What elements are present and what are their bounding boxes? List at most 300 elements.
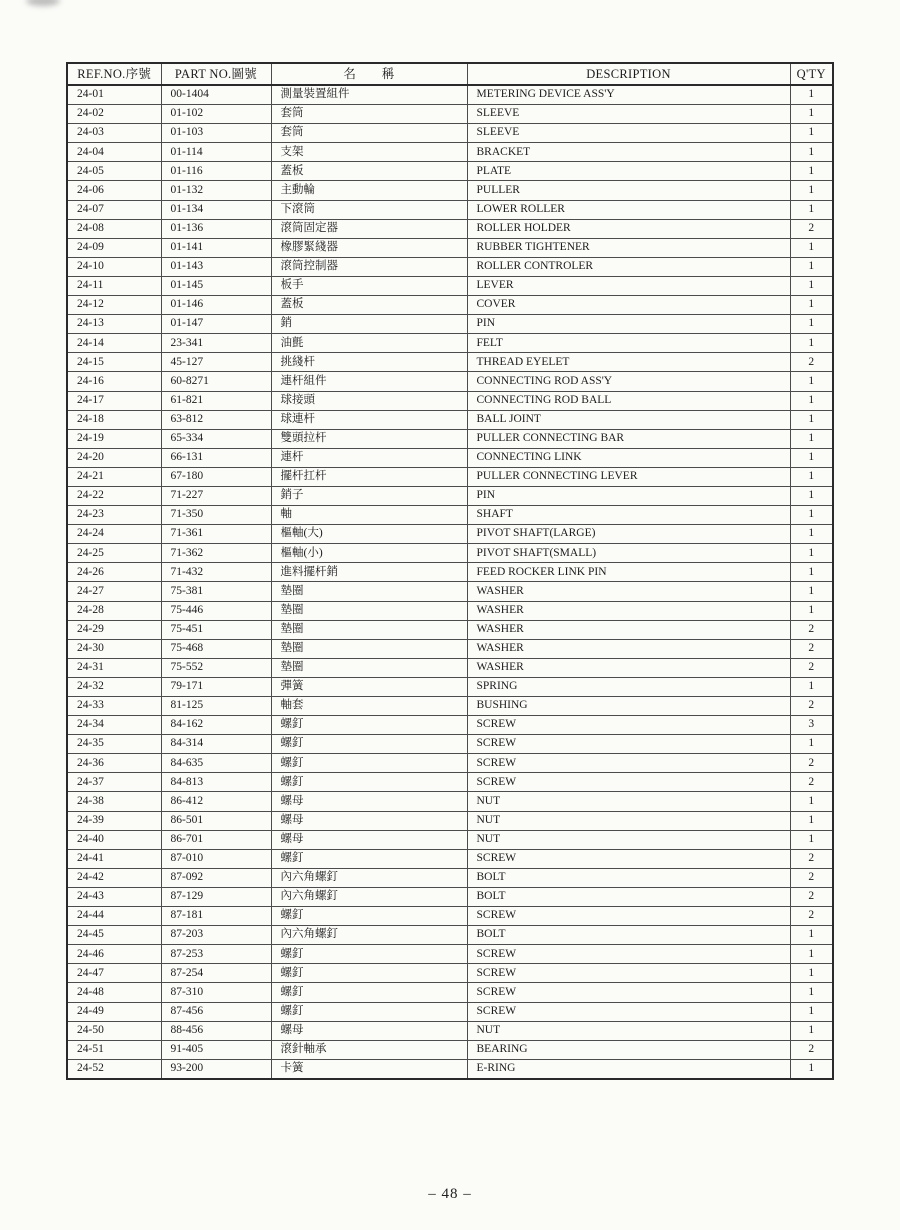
cell-part-no: 60-8271 [161,372,271,391]
cell-name: 墊圈 [271,582,467,601]
cell-description: SPRING [467,677,790,696]
cell-qty: 1 [790,105,833,124]
cell-qty: 1 [790,162,833,181]
cell-ref-no: 24-30 [67,639,161,658]
cell-ref-no: 24-36 [67,754,161,773]
cell-qty: 2 [790,697,833,716]
cell-part-no: 87-181 [161,907,271,926]
cell-qty: 1 [790,544,833,563]
cell-name: 連杆組件 [271,372,467,391]
cell-ref-no: 24-16 [67,372,161,391]
table-row [67,525,833,544]
cell-name: 墊圈 [271,620,467,639]
cell-ref-no: 24-22 [67,486,161,505]
cell-qty: 1 [790,391,833,410]
cell-part-no: 86-701 [161,830,271,849]
col-header-ref-no: REF.NO.序號 [67,63,161,85]
cell-ref-no: 24-02 [67,105,161,124]
cell-qty: 1 [790,315,833,334]
cell-ref-no: 24-11 [67,276,161,295]
cell-description: WASHER [467,601,790,620]
cell-name: 進料擺杆銷 [271,563,467,582]
cell-ref-no: 24-23 [67,506,161,525]
cell-ref-no: 24-29 [67,620,161,639]
cell-part-no: 71-350 [161,506,271,525]
cell-ref-no: 24-15 [67,353,161,372]
cell-part-no: 87-092 [161,868,271,887]
cell-name: 橡膠緊綫器 [271,238,467,257]
cell-ref-no: 24-32 [67,677,161,696]
cell-ref-no: 24-05 [67,162,161,181]
table-row [67,792,833,811]
cell-description: PULLER CONNECTING LEVER [467,467,790,486]
cell-description: NUT [467,811,790,830]
cell-name: 墊圈 [271,639,467,658]
table-row [67,773,833,792]
cell-ref-no: 24-13 [67,315,161,334]
cell-part-no: 01-134 [161,200,271,219]
cell-name: 螺釘 [271,907,467,926]
cell-ref-no: 24-43 [67,887,161,906]
cell-ref-no: 24-17 [67,391,161,410]
table-row [67,200,833,219]
cell-part-no: 01-132 [161,181,271,200]
table-row [67,410,833,429]
cell-qty: 1 [790,276,833,295]
cell-qty: 1 [790,410,833,429]
cell-description: BOLT [467,868,790,887]
cell-qty: 2 [790,639,833,658]
cell-qty: 1 [790,429,833,448]
cell-ref-no: 24-14 [67,334,161,353]
cell-part-no: 63-812 [161,410,271,429]
cell-ref-no: 24-33 [67,697,161,716]
cell-ref-no: 24-39 [67,811,161,830]
col-header-description: DESCRIPTION [467,63,790,85]
cell-qty: 1 [790,677,833,696]
cell-part-no: 75-552 [161,658,271,677]
cell-ref-no: 24-45 [67,926,161,945]
cell-qty: 2 [790,887,833,906]
table-row [67,296,833,315]
cell-name: 滾針軸承 [271,1040,467,1059]
cell-part-no: 84-813 [161,773,271,792]
cell-name: 內六角螺釘 [271,868,467,887]
cell-part-no: 75-468 [161,639,271,658]
cell-description: BALL JOINT [467,410,790,429]
cell-ref-no: 24-48 [67,983,161,1002]
cell-ref-no: 24-51 [67,1040,161,1059]
cell-ref-no: 24-20 [67,448,161,467]
table-row [67,353,833,372]
cell-qty: 1 [790,1059,833,1079]
table-row [67,697,833,716]
table-row [67,945,833,964]
cell-name: 板手 [271,276,467,295]
cell-part-no: 81-125 [161,697,271,716]
table-row [67,735,833,754]
cell-description: PULLER [467,181,790,200]
cell-qty: 1 [790,124,833,143]
cell-part-no: 84-314 [161,735,271,754]
table-row [67,1059,833,1079]
cell-description: SCREW [467,945,790,964]
table-row [67,544,833,563]
cell-qty: 1 [790,926,833,945]
cell-ref-no: 24-27 [67,582,161,601]
cell-description: BEARING [467,1040,790,1059]
cell-name: 螺釘 [271,773,467,792]
cell-ref-no: 24-52 [67,1059,161,1079]
cell-part-no: 71-362 [161,544,271,563]
table-row [67,429,833,448]
cell-description: LOWER ROLLER [467,200,790,219]
cell-name: 彈簧 [271,677,467,696]
table-row [67,639,833,658]
cell-part-no: 71-432 [161,563,271,582]
table-row [67,620,833,639]
cell-name: 內六角螺釘 [271,887,467,906]
cell-name: 螺母 [271,792,467,811]
cell-ref-no: 24-09 [67,238,161,257]
cell-qty: 1 [790,582,833,601]
cell-name: 內六角螺釘 [271,926,467,945]
table-row [67,926,833,945]
cell-description: SCREW [467,716,790,735]
cell-name: 球連杆 [271,410,467,429]
cell-description: CONNECTING ROD ASS'Y [467,372,790,391]
cell-name: 卡簧 [271,1059,467,1079]
cell-description: THREAD EYELET [467,353,790,372]
cell-part-no: 87-010 [161,849,271,868]
cell-qty: 1 [790,467,833,486]
table-row [67,181,833,200]
cell-qty: 2 [790,658,833,677]
cell-qty: 1 [790,945,833,964]
cell-ref-no: 24-34 [67,716,161,735]
cell-part-no: 91-405 [161,1040,271,1059]
cell-part-no: 87-254 [161,964,271,983]
cell-description: BUSHING [467,697,790,716]
cell-ref-no: 24-04 [67,143,161,162]
cell-part-no: 93-200 [161,1059,271,1079]
cell-part-no: 87-203 [161,926,271,945]
table-row [67,907,833,926]
table-row [67,830,833,849]
cell-name: 球接頭 [271,391,467,410]
cell-qty: 1 [790,334,833,353]
cell-ref-no: 24-50 [67,1021,161,1040]
cell-description: SCREW [467,907,790,926]
cell-name: 墊圈 [271,601,467,620]
cell-ref-no: 24-01 [67,85,161,105]
cell-name: 雙頭拉杆 [271,429,467,448]
cell-qty: 1 [790,257,833,276]
cell-qty: 1 [790,181,833,200]
cell-part-no: 75-381 [161,582,271,601]
cell-ref-no: 24-12 [67,296,161,315]
table-row [67,868,833,887]
cell-part-no: 01-103 [161,124,271,143]
cell-part-no: 87-253 [161,945,271,964]
table-row [67,105,833,124]
cell-part-no: 86-501 [161,811,271,830]
cell-name: 銷子 [271,486,467,505]
cell-qty: 1 [790,200,833,219]
cell-name: 下滾筒 [271,200,467,219]
cell-ref-no: 24-08 [67,219,161,238]
page-number: – 48 – [428,1186,472,1202]
cell-part-no: 87-310 [161,983,271,1002]
cell-part-no: 87-129 [161,887,271,906]
cell-description: ROLLER CONTROLER [467,257,790,276]
table-row [67,811,833,830]
table-row [67,238,833,257]
cell-name: 滾筒固定器 [271,219,467,238]
cell-qty: 1 [790,372,833,391]
table-header-row [67,63,833,85]
cell-qty: 1 [790,811,833,830]
table-row [67,467,833,486]
cell-qty: 2 [790,1040,833,1059]
cell-part-no: 87-456 [161,1002,271,1021]
cell-ref-no: 24-24 [67,525,161,544]
cell-name: 螺母 [271,830,467,849]
cell-name: 螺母 [271,811,467,830]
cell-name: 蓋板 [271,296,467,315]
cell-description: SCREW [467,735,790,754]
cell-part-no: 23-341 [161,334,271,353]
cell-part-no: 65-334 [161,429,271,448]
cell-qty: 1 [790,448,833,467]
cell-ref-no: 24-21 [67,467,161,486]
table-row [67,582,833,601]
cell-qty: 1 [790,486,833,505]
cell-qty: 1 [790,85,833,105]
cell-description: SHAFT [467,506,790,525]
table-row [67,964,833,983]
cell-description: METERING DEVICE ASS'Y [467,85,790,105]
cell-part-no: 01-141 [161,238,271,257]
col-header-qty: Q'TY [790,63,833,85]
cell-qty: 1 [790,563,833,582]
cell-part-no: 45-127 [161,353,271,372]
cell-ref-no: 24-40 [67,830,161,849]
cell-name: 套筒 [271,105,467,124]
cell-qty: 2 [790,219,833,238]
table-row [67,601,833,620]
cell-description: NUT [467,830,790,849]
cell-name: 螺釘 [271,735,467,754]
cell-qty: 1 [790,506,833,525]
cell-ref-no: 24-46 [67,945,161,964]
cell-description: SLEEVE [467,124,790,143]
table-row [67,257,833,276]
cell-description: CONNECTING ROD BALL [467,391,790,410]
cell-description: SCREW [467,773,790,792]
cell-description: CONNECTING LINK [467,448,790,467]
cell-name: 油氈 [271,334,467,353]
cell-ref-no: 24-07 [67,200,161,219]
parts-table-body [67,85,833,1079]
table-row [67,677,833,696]
cell-qty: 1 [790,964,833,983]
cell-name: 連杆 [271,448,467,467]
cell-ref-no: 24-47 [67,964,161,983]
table-row [67,124,833,143]
cell-description: FEED ROCKER LINK PIN [467,563,790,582]
cell-name: 樞軸(大) [271,525,467,544]
cell-name: 樞軸(小) [271,544,467,563]
cell-qty: 1 [790,1002,833,1021]
table-row [67,315,833,334]
cell-description: LEVER [467,276,790,295]
table-row [67,1040,833,1059]
cell-part-no: 75-451 [161,620,271,639]
cell-name: 擺杆扛杆 [271,467,467,486]
table-row [67,143,833,162]
cell-part-no: 01-145 [161,276,271,295]
cell-part-no: 01-102 [161,105,271,124]
cell-description: PIVOT SHAFT(LARGE) [467,525,790,544]
table-row [67,448,833,467]
cell-description: SCREW [467,849,790,868]
cell-name: 蓋板 [271,162,467,181]
cell-qty: 2 [790,849,833,868]
table-row [67,1002,833,1021]
cell-name: 測量裝置組件 [271,85,467,105]
cell-part-no: 01-146 [161,296,271,315]
scan-artifact [26,0,60,6]
table-row [67,506,833,525]
cell-ref-no: 24-18 [67,410,161,429]
table-row [67,716,833,735]
cell-part-no: 66-131 [161,448,271,467]
cell-part-no: 71-227 [161,486,271,505]
cell-description: E-RING [467,1059,790,1079]
cell-ref-no: 24-28 [67,601,161,620]
cell-description: SCREW [467,964,790,983]
cell-description: PIN [467,486,790,505]
table-row [67,486,833,505]
cell-name: 支架 [271,143,467,162]
table-row [67,219,833,238]
table-row [67,162,833,181]
cell-ref-no: 24-35 [67,735,161,754]
cell-qty: 2 [790,754,833,773]
cell-qty: 1 [790,601,833,620]
cell-name: 軸 [271,506,467,525]
cell-ref-no: 24-03 [67,124,161,143]
cell-ref-no: 24-25 [67,544,161,563]
cell-qty: 2 [790,907,833,926]
cell-description: WASHER [467,639,790,658]
cell-ref-no: 24-42 [67,868,161,887]
cell-ref-no: 24-19 [67,429,161,448]
cell-part-no: 86-412 [161,792,271,811]
cell-description: WASHER [467,658,790,677]
cell-description: PIVOT SHAFT(SMALL) [467,544,790,563]
cell-name: 墊圈 [271,658,467,677]
cell-description: PULLER CONNECTING BAR [467,429,790,448]
cell-qty: 2 [790,868,833,887]
col-header-part-no: PART NO.圖號 [161,63,271,85]
cell-part-no: 01-136 [161,219,271,238]
cell-description: WASHER [467,582,790,601]
cell-qty: 1 [790,983,833,1002]
cell-name: 螺母 [271,1021,467,1040]
cell-description: BRACKET [467,143,790,162]
cell-qty: 2 [790,773,833,792]
cell-part-no: 01-116 [161,162,271,181]
cell-part-no: 01-143 [161,257,271,276]
cell-part-no: 00-1404 [161,85,271,105]
cell-qty: 1 [790,525,833,544]
cell-ref-no: 24-10 [67,257,161,276]
cell-qty: 1 [790,792,833,811]
cell-description: WASHER [467,620,790,639]
table-row [67,887,833,906]
cell-description: SCREW [467,983,790,1002]
cell-qty: 3 [790,716,833,735]
cell-name: 銷 [271,315,467,334]
cell-part-no: 88-456 [161,1021,271,1040]
cell-qty: 1 [790,735,833,754]
cell-part-no: 71-361 [161,525,271,544]
table-row [67,334,833,353]
cell-description: FELT [467,334,790,353]
cell-part-no: 75-446 [161,601,271,620]
cell-name: 螺釘 [271,983,467,1002]
cell-name: 螺釘 [271,716,467,735]
cell-ref-no: 24-49 [67,1002,161,1021]
cell-qty: 2 [790,620,833,639]
cell-name: 滾筒控制器 [271,257,467,276]
cell-description: SCREW [467,754,790,773]
table-row [67,276,833,295]
cell-qty: 1 [790,830,833,849]
cell-name: 螺釘 [271,754,467,773]
cell-ref-no: 24-38 [67,792,161,811]
cell-ref-no: 24-06 [67,181,161,200]
cell-description: BOLT [467,887,790,906]
cell-ref-no: 24-41 [67,849,161,868]
table-row [67,658,833,677]
cell-name: 主動輪 [271,181,467,200]
cell-ref-no: 24-37 [67,773,161,792]
cell-name: 螺釘 [271,945,467,964]
cell-part-no: 01-147 [161,315,271,334]
cell-part-no: 84-162 [161,716,271,735]
cell-ref-no: 24-26 [67,563,161,582]
cell-part-no: 79-171 [161,677,271,696]
col-header-name: 名 稱 [271,63,467,85]
cell-description: BOLT [467,926,790,945]
cell-description: PLATE [467,162,790,181]
table-row [67,563,833,582]
cell-description: SCREW [467,1002,790,1021]
table-row [67,983,833,1002]
cell-description: COVER [467,296,790,315]
cell-part-no: 01-114 [161,143,271,162]
cell-part-no: 67-180 [161,467,271,486]
cell-name: 螺釘 [271,964,467,983]
cell-part-no: 84-635 [161,754,271,773]
cell-ref-no: 24-44 [67,907,161,926]
cell-part-no: 61-821 [161,391,271,410]
cell-qty: 1 [790,1021,833,1040]
cell-description: NUT [467,792,790,811]
